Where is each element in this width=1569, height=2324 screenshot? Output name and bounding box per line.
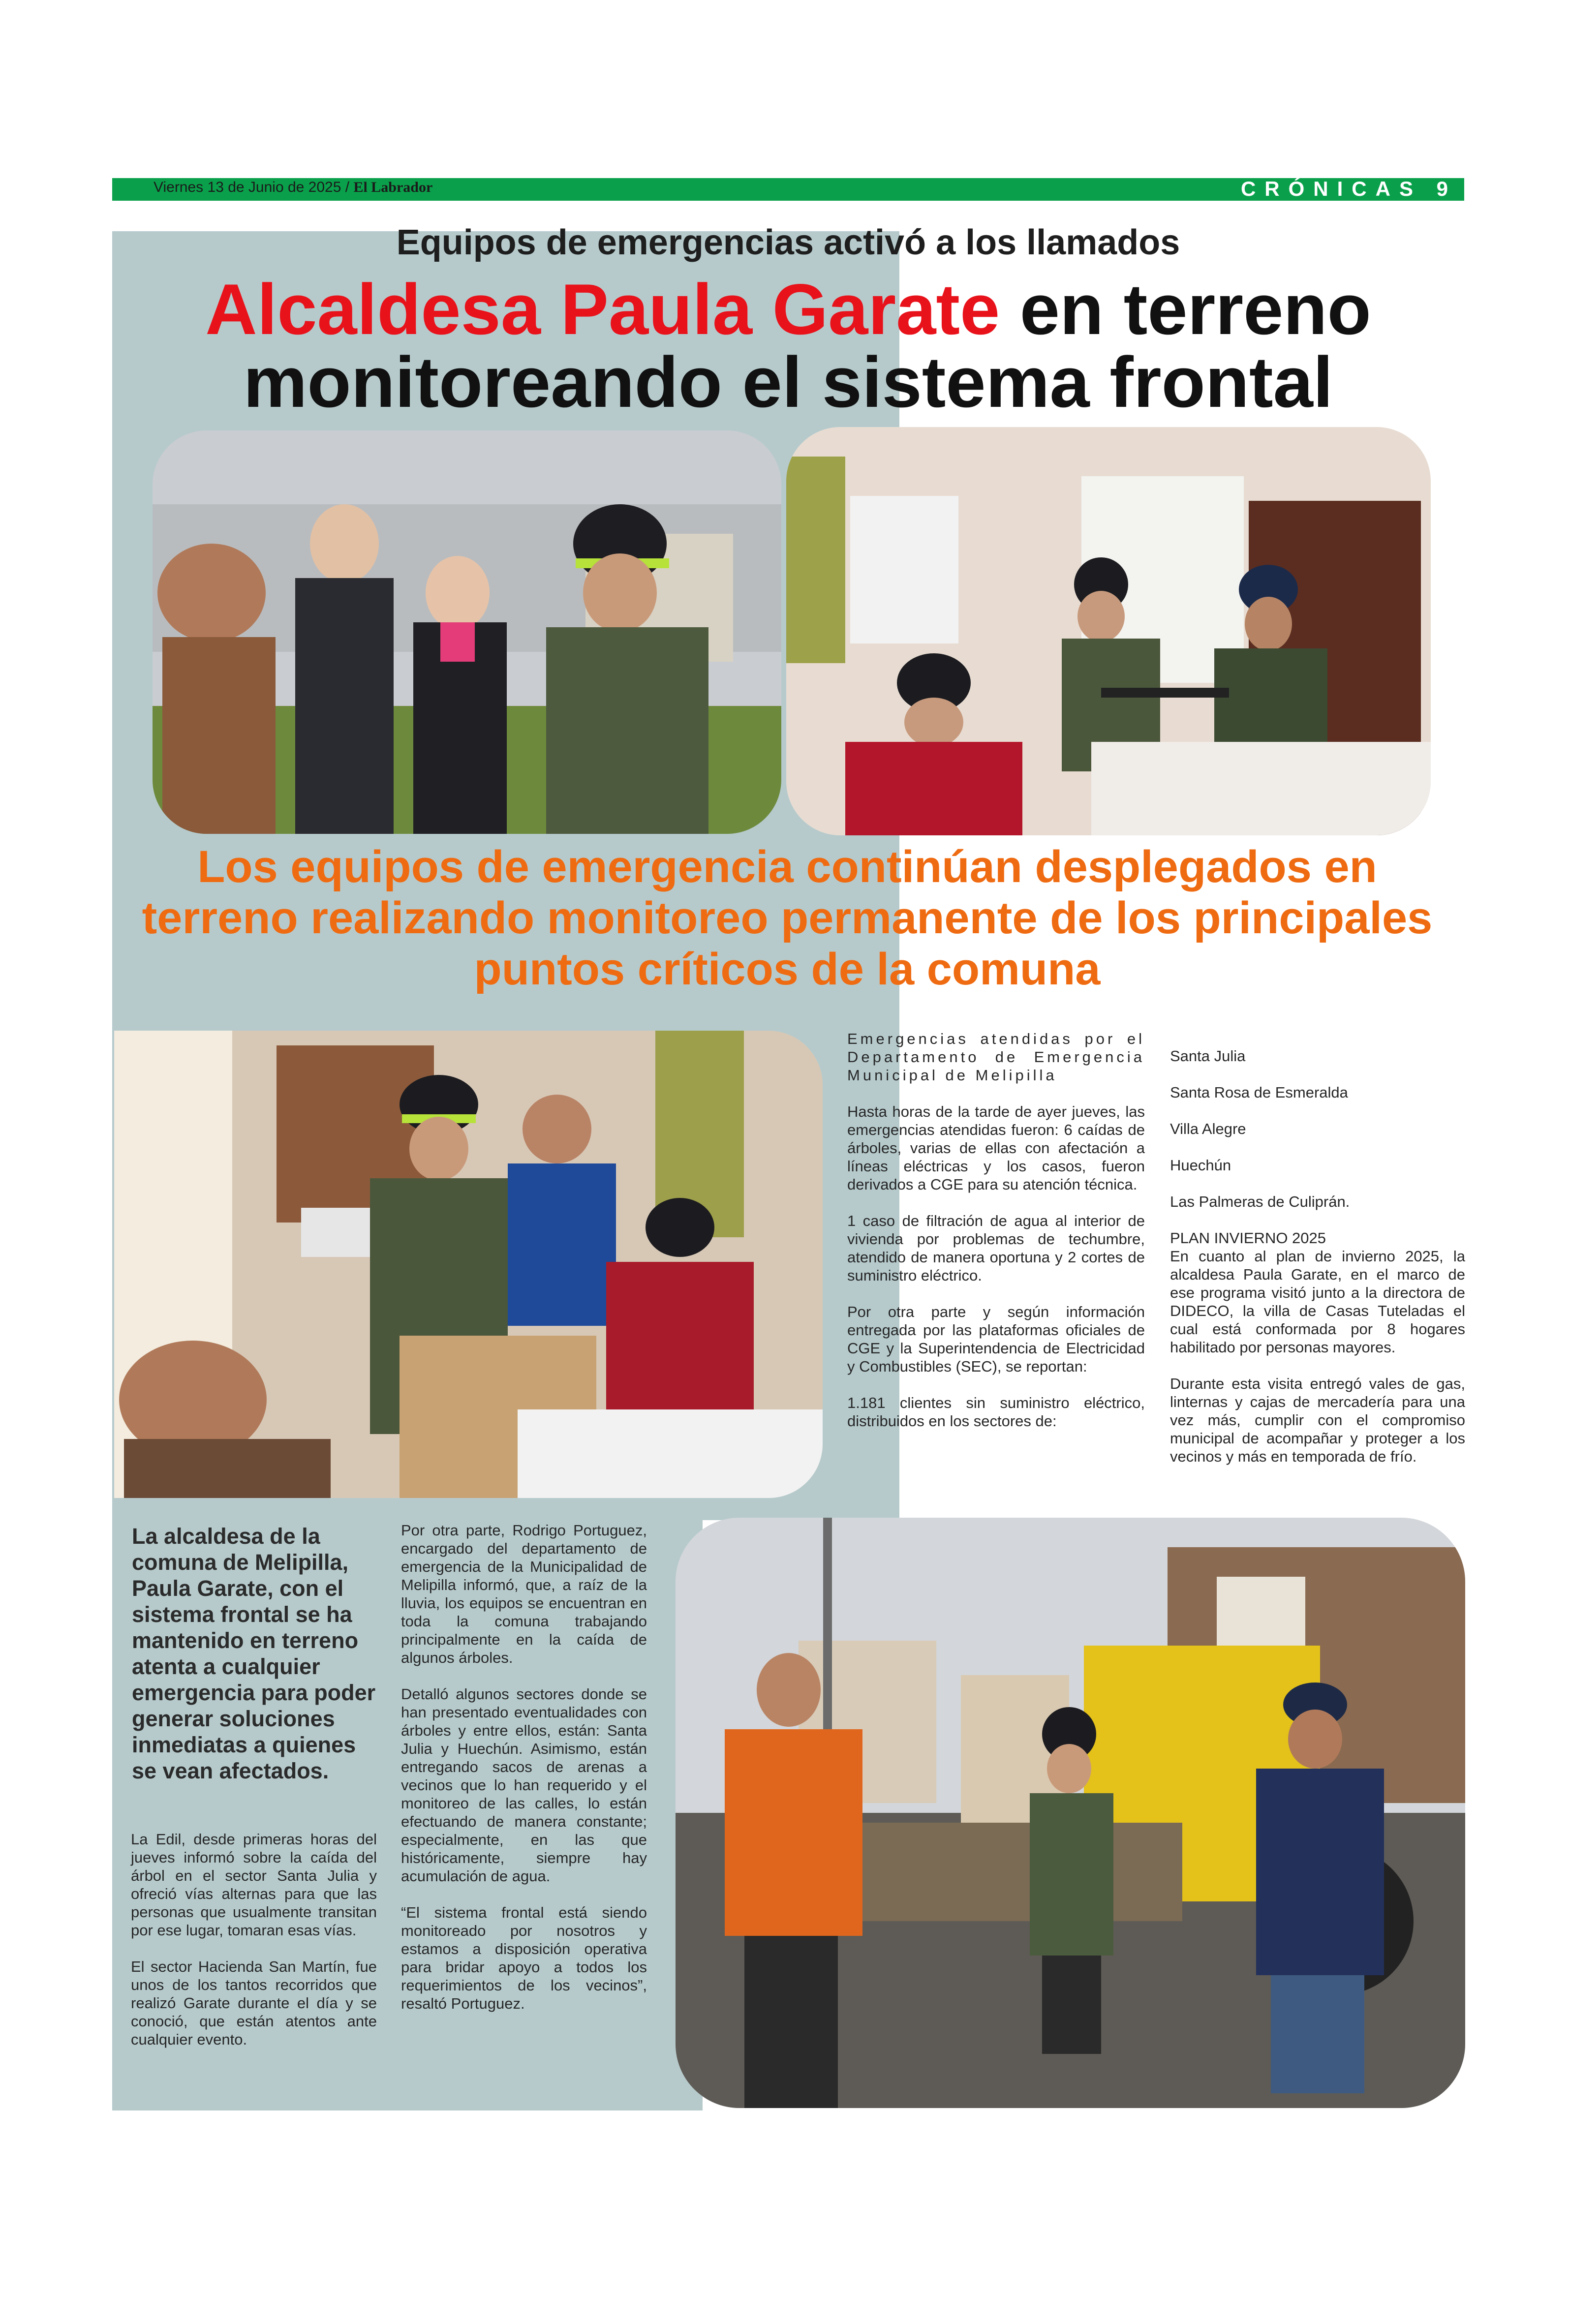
sector-item: Villa Alegre [1170,1120,1246,1137]
paragraph: 1.181 clientes sin suministro eléctrico, distribuidos en los sectores de: [847,1394,1145,1430]
article-lead: La alcaldesa de la comuna de Melipilla, Paula Garate, con el sistema frontal se ha mantenido en terreno atenta a cualquier emergencia para poder generar soluciones inmediatas a quienes se vean afectados. [132,1524,376,1783]
sector-item: Santa Rosa de Esmeralda [1170,1084,1348,1101]
paragraph: Durante esta visita entregó vales de gas, linternas y cajas de mercadería para una vez más, cumplir con el compromiso municipal de acompañar y proteger a los vecinos y más en temporada de frío. [1170,1375,1465,1465]
plan-heading: PLAN INVIERNO 2025 [1170,1229,1326,1247]
header-date-line [154,179,432,196]
sector-item: Las Palmeras de Culiprán. [1170,1193,1350,1210]
photo-mayor-street-backhoe [676,1518,1465,2108]
title-highlight: Alcaldesa Paula Garate [205,269,1000,349]
sector-item: Huechún [1170,1157,1231,1174]
photo-mayor-packing-box [114,1031,823,1498]
section-name: CRÓNICAS [1240,177,1422,200]
column-emergencies [847,1030,1145,1448]
publication-name: El Labrador [353,179,433,195]
column-sectors-and-winter-plan [1170,1047,1465,1484]
paragraph: El sector Hacienda San Martín, fue unos de los tantos recorridos que realizó Garate durante el día y se conoció, que están atentos ante cualquier evento. [131,1958,377,2048]
column-portuguez [401,1521,647,2031]
photo-mayor-delivering-aid-indoors [786,427,1431,835]
paragraph: Detalló algunos sectores donde se han presentado eventualidades con árboles y entre ellos, están: Santa Julia y Huechún. Asimismo, están entregando sacos de arenas a vecinos que lo han requerido y el monitoreo de las calles, lo están efectuando de manera constante; especialmente, en las que históricamente, siempre hay acumulación de agua. [401,1685,647,1885]
paragraph: Emergencias atendidas por el Departamento de Emergencia Municipal de Melipilla [847,1030,1145,1084]
article-title [112,269,1464,422]
paragraph: Por otra parte y según información entregada por las plataformas oficiales de CGE y la Superintendencia de Electricidad y Combustibles (SEC), se reportan: [847,1303,1145,1375]
article-subtitle: Los equipos de emergencia continúan desplegados en terreno realizando monitoreo permanente de los principales puntos críticos de la comuna [142,842,1433,994]
paragraph: “El sistema frontal está siendo monitoreado por nosotros y estamos a disposición operativa para bridar apoyo a todos los requerimientos de los vecinos”, resaltó Portuguez. [401,1904,647,2012]
article-kicker: Equipos de emergencias activó a los llamados [396,223,1180,262]
title-part-2: monitoreando el sistema frontal [243,342,1333,422]
paragraph: Hasta horas de la tarde de ayer jueves, las emergencias atendidas fueron: 6 caídas de árboles, varias de ellas con afectación a líneas eléctricas y los casos, fueron derivados a CGE para su atención técnica. [847,1103,1145,1193]
photo-mayor-with-residents-outdoors [153,430,781,834]
column-edil [131,1830,377,2067]
paragraph: 1 caso de filtración de agua al interior de vivienda por problemas de techumbre, atendido de manera oportuna y 2 cortes de suministro eléctrico. [847,1212,1145,1284]
header-separator: / [345,179,350,195]
paragraph: La Edil, desde primeras horas del jueves informó sobre la caída del árbol en el sector Santa Julia y ofreció vías alternas para que las personas que usualmente transitan por ese lugar, tomaran esas vías. [131,1831,377,1939]
title-part-1: en terreno [1000,269,1371,349]
paragraph: Por otra parte, Rodrigo Portuguez, encargado del departamento de emergencia de la Municipalidad de Melipilla informó, que, a raíz de la lluvia, los equipos se encuentran en toda la comuna trabajando principalmente en la caída de algunos árboles. [401,1522,647,1666]
page-number: 9 [1436,177,1457,200]
paragraph: En cuanto al plan de invierno 2025, la alcaldesa Paula Garate, en el marco de ese programa visitó junto a la directora de DIDECO, la villa de Casas Tuteladas el cual está conformada por 8 hogares habilitado por personas mayores. [1170,1248,1465,1356]
header-date: Viernes 13 de Junio de 2025 [154,179,341,195]
sector-item: Santa Julia [1170,1047,1246,1065]
section-label [1241,177,1457,201]
